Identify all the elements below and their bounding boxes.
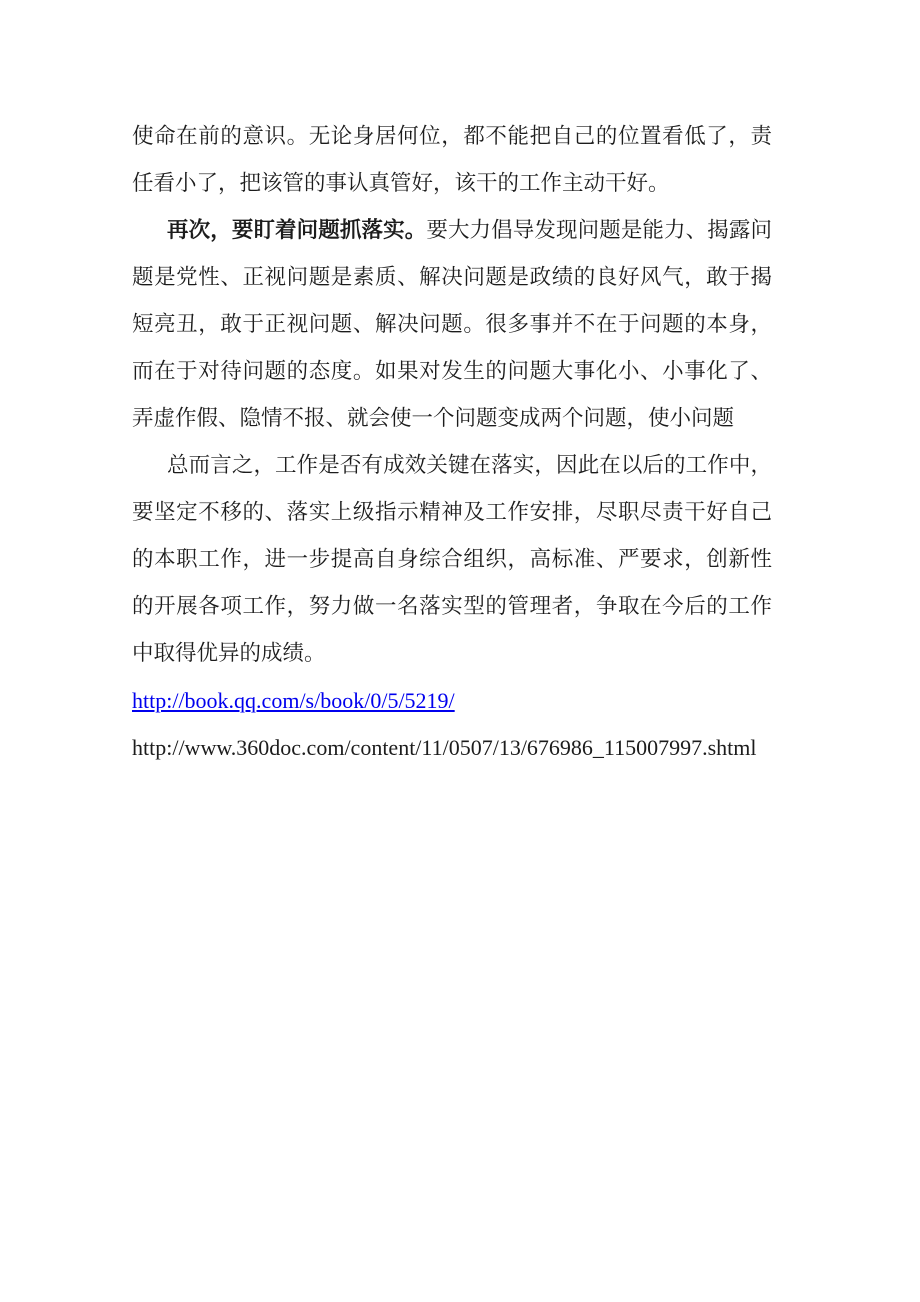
text-line: 弄虚作假、隐情不报、就会使一个问题变成两个问题，使小问题 (132, 406, 735, 430)
360doc-url-text: http://www.360doc.com/content/11/0507/13/676986_115007997.shtml (132, 735, 757, 760)
text-line: 短亮丑，敢于正视问题、解决问题。很多事并不在于问题的本身， (132, 312, 772, 336)
text-line: 任看小了，把该管的事认真管好，该干的工作主动干好。 (132, 171, 670, 195)
text-line: 而在于对待问题的态度。如果对发生的问题大事化小、小事化了、 (132, 359, 772, 383)
text-run: 要大力倡导发现问题是能力、揭露问 (426, 218, 772, 242)
text-line: 中取得优异的成绩。 (132, 641, 326, 665)
text-line: 要坚定不移的、落实上级指示精神及工作安排，尽职尽责干好自己 (132, 500, 772, 524)
text-line: 题是党性、正视问题是素质、解决问题是政绩的良好风气，敢于揭 (132, 265, 772, 289)
text-block (132, 113, 772, 771)
text-line: 总而言之，工作是否有成效关键在落实，因此在以后的工作中， (167, 453, 772, 477)
text-line: 的本职工作，进一步提高自身综合组织，高标准、严要求，创新性 (132, 547, 772, 571)
text-line: 使命在前的意识。无论身居何位，都不能把自己的位置看低了，责 (132, 124, 772, 148)
url-line (132, 677, 772, 724)
url-line (132, 724, 772, 771)
text-line: 的开展各项工作，努力做一名落实型的管理者，争取在今后的工作 (132, 594, 772, 618)
book-qq-hyperlink[interactable]: http://book.qq.com/s/book/0/5/5219/ (132, 688, 455, 713)
text-line (132, 207, 772, 254)
bold-heading-run: 再次，要盯着问题抓落实。 (167, 218, 427, 242)
